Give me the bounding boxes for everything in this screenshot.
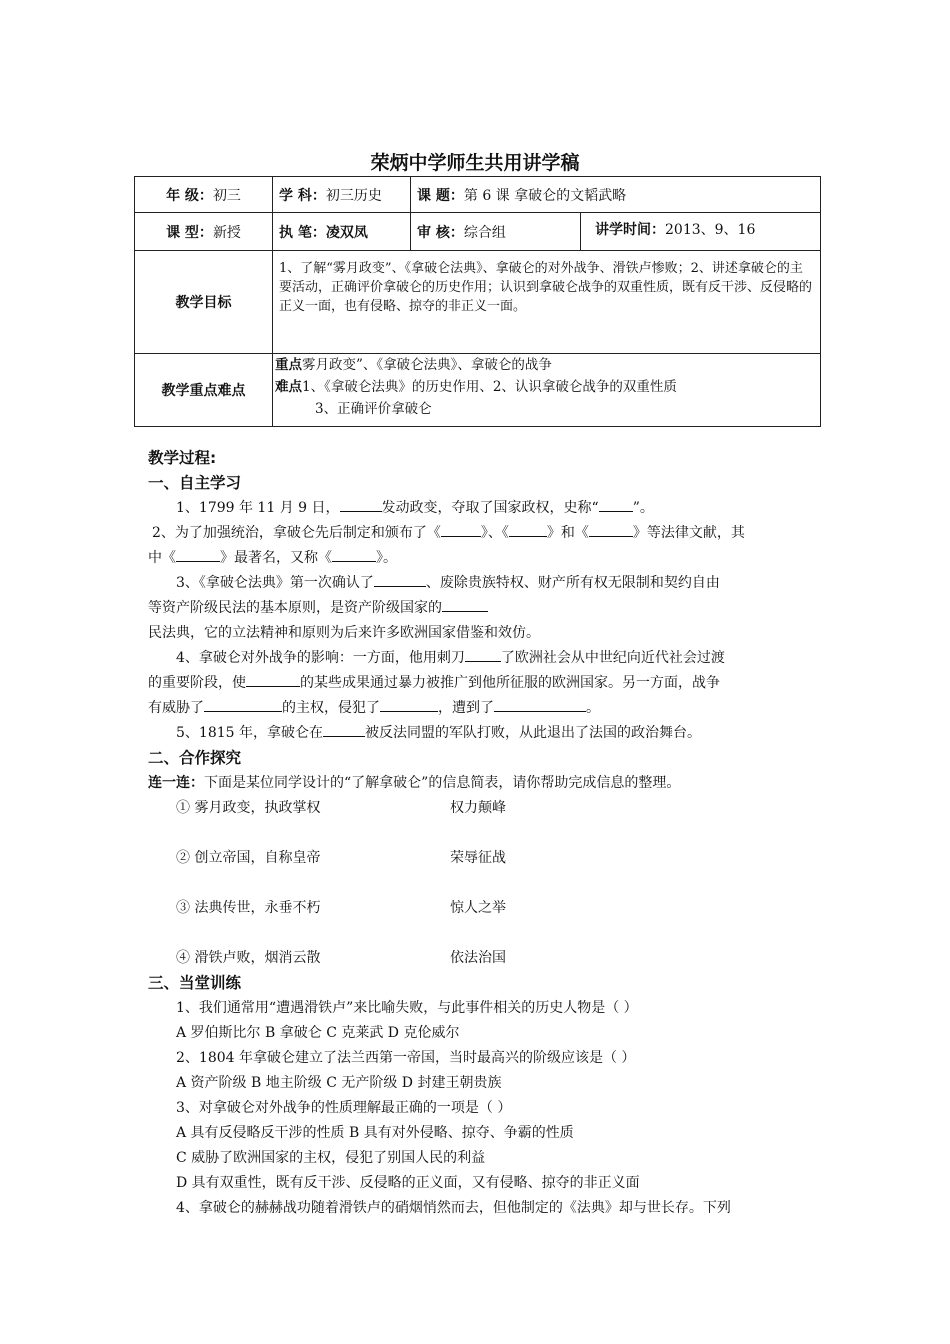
subject-label: 学 科： [279,187,326,204]
q4-text-g: ，遭到了 [438,700,494,716]
match-left-4[interactable]: ④ 滑铁卢败，烟消云散 [176,950,321,966]
q4-text-b: 了欧洲社会从中世纪向近代社会过渡 [500,650,725,666]
q4-blank-5[interactable] [494,697,586,712]
goals-text: 1、了解“雾月政变”、《拿破仑法典》、拿破仑的对外战争、滑铁卢惨败；2、讲述拿破仑的主要活动，正确评价拿破仑的历史作用；认识到拿破仑战争的双重性质，既有反干涉、反侵略的正义一面，也有侵略、掠夺的非正义一面。 [273,251,821,354]
q4-text-f: 的主权，侵犯了 [282,700,380,716]
topic-cell [411,177,821,213]
process-title: 教学过程: [148,449,217,467]
type-cell [135,213,273,251]
q4-blank-1[interactable] [465,647,501,662]
match-right-4[interactable]: 依法治国 [450,950,506,966]
training-q3-option-d[interactable]: D 具有双重性，既有反干涉、反侵略的正义面，又有侵略、掠夺的非正义面 [176,1175,640,1191]
q3-text-a: 3、《拿破仑法典》第一次确认了 [176,575,374,591]
self-study-q2 [148,521,810,546]
training-q2: 2、1804 年拿破仑建立了法兰西第一帝国，当时最高兴的阶级应该是（ ） [176,1050,636,1066]
goals-row [135,251,821,354]
topic-label: 课 题： [417,187,464,204]
q4-blank-4[interactable] [380,697,438,712]
match-right-2[interactable]: 荣辱征战 [450,850,506,866]
key-difficulty-label: 难点 [275,379,302,395]
key-focus-text: 雾月政变”、《拿破仑法典》、拿破仑的战争 [302,357,552,373]
key-row [135,354,821,427]
lesson-body [148,446,810,1221]
author-cell [273,213,411,251]
key-content [273,354,821,427]
match-right-1[interactable]: 权力颠峰 [450,800,506,816]
subject-value: 初三历史 [325,187,382,204]
grade-label: 年 级： [166,187,213,204]
q4-blank-2[interactable] [246,672,300,687]
key-line-1 [275,354,818,376]
q2-text-e: 中《 [148,550,176,566]
training-q3: 3、对拿破仑对外战争的性质理解最正确的一项是（ ） [176,1100,512,1116]
q2-text-a: 2、为了加强统治，拿破仑先后制定和颁布了《 [152,525,441,541]
training-q3-option-ab[interactable]: A 具有反侵略反干涉的性质 B 具有对外侵略、掠夺、争霸的性质 [176,1125,574,1141]
match-row-3 [148,896,810,946]
q4-text-c: 的重要阶段，使 [148,675,246,691]
self-study-q5 [148,721,810,746]
training-q2-options[interactable]: A 资产阶级 B 地主阶级 C 无产阶级 D 封建王朝贵族 [176,1075,502,1091]
q4-text-d: 的某些成果通过暴力被推广到他所征服的欧洲国家。另一方面，战争 [300,675,720,691]
match-instructions: 下面是某位同学设计的“了解拿破仑”的信息简表，请你帮助完成信息的整理。 [204,775,681,791]
document-title: 荣炳中学师生共用讲学稿 [370,152,580,174]
q2-blank-4[interactable] [176,547,220,562]
self-study-q4 [148,646,810,671]
self-study-q3 [148,571,810,596]
q1-text-a: 1、1799 年 11 月 9 日， [176,500,340,516]
q3-blank-1[interactable] [374,572,426,587]
time-cell [581,213,821,251]
key-line-2 [275,376,818,398]
goals-label: 教学目标 [135,251,273,354]
q4-text-h: 。 [586,700,600,716]
grade-cell [135,177,273,213]
match-left-2[interactable]: ② 创立帝国，自称皇帝 [176,850,321,866]
self-study-q4-cont [148,671,810,696]
time-label: 讲学时间： [595,222,665,238]
q4-text-e: 有威胁了 [148,700,204,716]
q2-blank-2[interactable] [509,522,547,537]
q4-blank-3[interactable] [204,697,282,712]
q2-text-g: 》。 [376,550,397,566]
self-study-q3-cont [148,596,810,621]
q2-text-b: 》、《 [480,525,509,541]
review-cell [411,213,581,251]
q5-text-b: 被反法同盟的军队打败，从此退出了法国的政治舞台。 [365,725,701,741]
header-row-2 [135,213,821,251]
training-q1-options[interactable]: A 罗伯斯比尔 B 拿破仑 C 克莱武 D 克伦威尔 [176,1025,460,1041]
match-left-1[interactable]: ① 雾月政变，执政掌权 [176,800,321,816]
review-value: 综合组 [463,224,506,241]
review-label: 审 核： [417,224,464,241]
match-right-3[interactable]: 惊人之举 [450,900,506,916]
grade-value: 初三 [212,187,241,204]
q2-text-c: 》和《 [546,525,589,541]
q2-text-f: 》最著名，又称《 [220,550,332,566]
self-study-q1 [148,496,810,521]
q3-text-c: 等资产阶级民法的基本原则，是资产阶级国家的 [148,600,442,616]
section-training: 三、当堂训练 [148,974,242,992]
subject-cell [273,177,411,213]
q1-blank-1[interactable] [340,497,382,512]
q1-blank-2[interactable] [599,497,633,512]
cooperation-intro [148,771,810,796]
section-cooperation: 二、合作探究 [148,749,242,767]
header-table [134,176,821,427]
type-value: 新授 [212,224,241,241]
q1-text-c: ”。 [632,500,654,516]
q2-blank-5[interactable] [332,547,376,562]
section-self-study: 一、自主学习 [148,474,242,492]
q2-text-d: 》等法律文献，其 [632,525,745,541]
q4-text-a: 4、拿破仑对外战争的影响：一方面，他用刺刀 [176,650,465,666]
self-study-q3-cont2: 民法典，它的立法精神和原则为后来许多欧洲国家借鉴和效仿。 [148,625,540,641]
q1-text-b: 发动政变，夺取了国家政权，史称“ [381,500,599,516]
topic-value: 第 6 课 拿破仑的文韬武略 [463,187,627,204]
q5-blank-1[interactable] [323,722,365,737]
training-q4: 4、拿破仑的赫赫战功随着滑铁卢的硝烟悄然而去，但他制定的《法典》却与世长存。下列 [176,1200,731,1216]
training-q3-option-c[interactable]: C 威胁了欧洲国家的主权，侵犯了别国人民的利益 [176,1150,486,1166]
key-focus-label: 重点 [275,357,302,373]
q2-blank-3[interactable] [589,522,633,537]
author-label: 执 笔： [279,224,326,241]
match-row-4 [148,946,810,971]
q3-text-b: 、废除贵族特权、财产所有权无限制和契约自由 [425,575,720,591]
self-study-q2-cont [148,546,810,571]
key-label: 教学重点难点 [135,354,273,427]
key-line-3: 3、正确评价拿破仑 [315,401,432,417]
q2-blank-1[interactable] [441,522,481,537]
q5-text-a: 5、1815 年，拿破仑在 [176,725,323,741]
type-label: 课 型： [166,224,213,241]
key-difficulty-text: 1、《拿破仑法典》的历史作用、2、认识拿破仑战争的双重性质 [302,379,677,395]
q3-blank-2[interactable] [442,597,488,612]
match-row-2 [148,846,810,896]
training-q1: 1、我们通常用“遭遇滑铁卢”来比喻失败，与此事件相关的历史人物是（ ） [176,1000,638,1016]
author-value: 凌双凤 [325,224,368,241]
time-value: 2013、9、16 [665,222,756,238]
match-row-1 [148,796,810,846]
self-study-q4-cont2 [148,696,810,721]
match-label: 连一连： [148,775,204,791]
match-left-3[interactable]: ③ 法典传世，永垂不朽 [176,900,321,916]
header-row-1 [135,177,821,213]
